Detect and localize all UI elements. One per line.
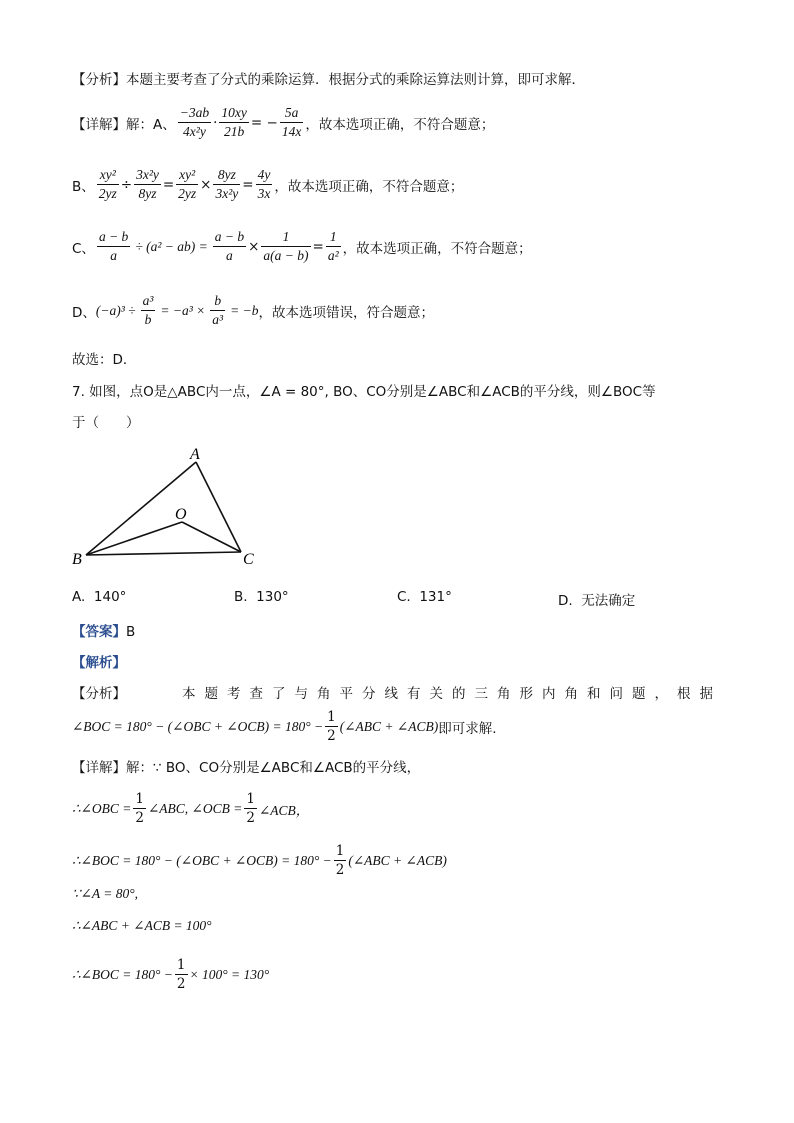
choice-b[interactable]: B. 130° [234,589,289,605]
q7-step-4: ∴∠ABC + ∠ACB = 100° [72,918,212,933]
triangle-figure [66,440,276,575]
vertex-a-label: A [190,446,200,463]
fraction: $\frac{5a}{14x}$ [281,105,302,139]
choice-a[interactable]: A. 140° [72,589,127,605]
analysis-text: 本题主要考查了分式的乘除运算．根据分式的乘除运算法则计算，即可求解． [126,72,585,88]
answer-value: B [126,624,136,640]
q6-answer: 故选：D． [72,352,137,368]
q6-option-a: 【详解】 解：A、 $\frac{-3ab}{\text{4x²y}}$ · $\frac{10xy}{21b}$ = − $\frac{5a}{14x}$ ，故本选项正确，不符合题意； [72,105,495,139]
q7-step-3: ∵∠A = 80°, [72,886,139,901]
vertex-c-label: C [243,551,254,568]
choice-d[interactable]: D. 无法确定 [558,593,636,609]
q7-step-1: ∴∠OBC = $\frac{1}{2}$ ∠ABC, ∠OCB = $\frac{1}{2}$ ∠ACB， [72,791,310,826]
q6-option-d: D、 (−a)³ ÷ $\frac{\text{a³}}{b}$ = −a³ × $\frac{b}{\text{a³}}$ = −b ，故本选项错误，符合题意； [72,293,434,327]
q7-stem-cont: 于（ ） [72,415,140,431]
q7-answer [72,620,135,640]
q6-analysis [72,68,585,88]
q7-detail: 【详解】解：∵ BO、CO分别是∠ABC和∠ACB的平分线， [72,760,421,776]
point-o-label: O [175,506,187,523]
q7-analysis-formula: ∠BOC = 180° − (∠OBC + ∠OCB) = 180° − $\frac{1}{2}$ (∠ABC + ∠ACB) 即可求解. [72,709,497,744]
q6-option-c: C、 $\frac{a - b}{a}$ ÷ (a² − ab) = $\frac{a - b}{a}$ × $\frac{1}{a(a - b)}$ = $\frac{1}{\text{a²}}$ ，故本选项正确，不符合题意； [72,229,532,263]
q6-option-b: B、 $\frac{\text{xy²}}{2yz}$ ÷ $\frac{\text{3x²y}}{8yz}$ = $\frac{\text{xy²}}{2yz}$ × $\frac{8yz}{\text{3x²y}}$ = $\frac{4y}{3x}$ ，故本选项正确，不符合题意； [72,167,464,201]
q7-step-2: ∴∠BOC = 180° − (∠OBC + ∠OCB) = 180° − $\frac{1}{2}$ (∠ABC + ∠ACB) [72,843,447,878]
q7-stem: 7. 如图，点O是△ABC内一点，∠A = 80°, BO、CO分别是∠ABC和∠ACB的平分线，则∠BOC等 [72,384,656,400]
option-comment: ，故本选项正确，不符合题意； [305,116,495,133]
fraction: $\frac{-3ab}{\text{4x²y}}$ [179,105,210,139]
q7-step-5: ∴∠BOC = 180° − $\frac{1}{2}$ × 100° = 130° [72,957,270,992]
q7-analysis: 【分析】 本题考查了与角平分线有关的三角形内角和问题，根据 [72,686,722,702]
vertex-b-label: B [72,551,82,568]
analysis-label: 【分析】 [72,72,126,88]
fraction: $\frac{10xy}{21b}$ [221,105,247,139]
detail-label: 【详解】 [72,116,126,133]
answer-label: 【答案】 [72,624,126,640]
detail-lead: 解：A、 [126,116,176,133]
choice-c[interactable]: C. 131° [397,589,452,605]
q7-explain-label: 【解析】 [72,655,126,671]
